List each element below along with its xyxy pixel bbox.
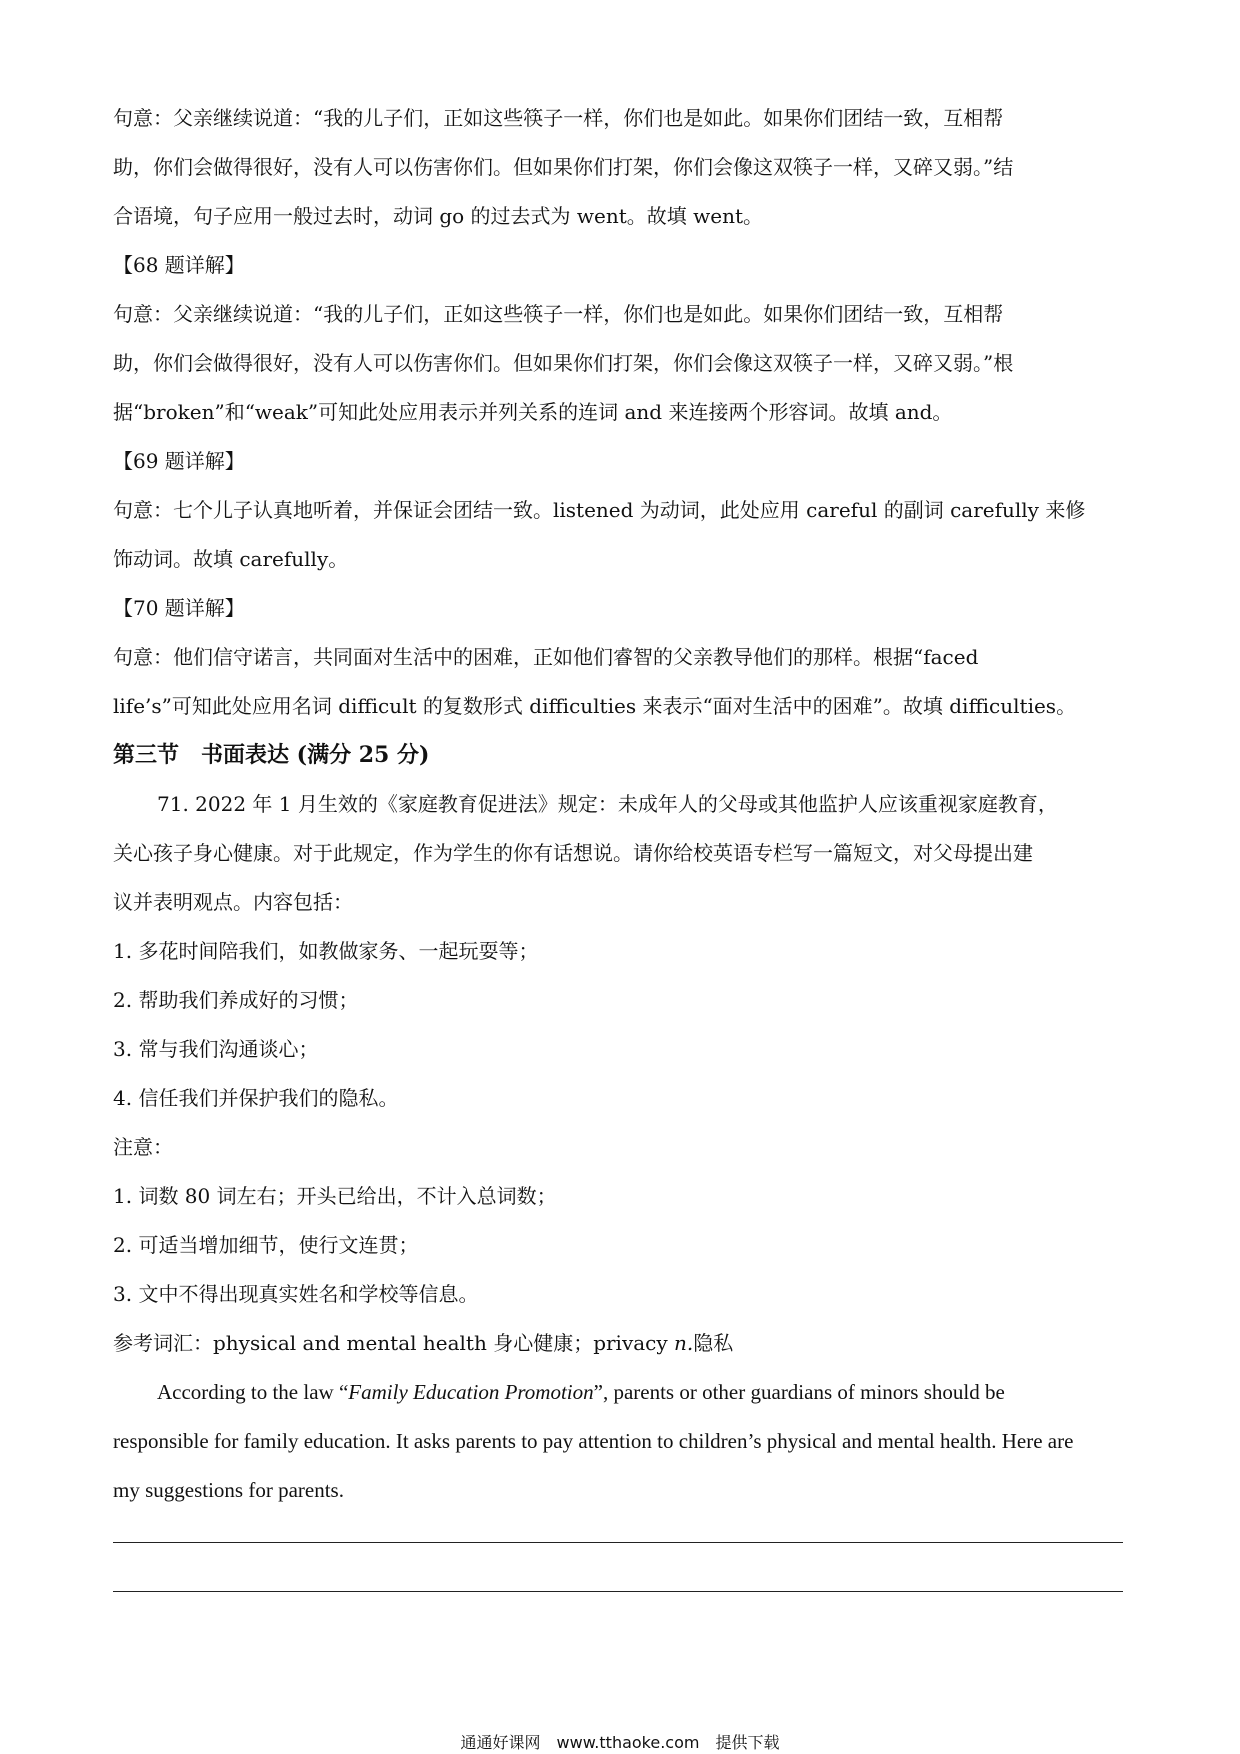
writing-rule-1 xyxy=(113,1542,1123,1543)
prompt-line-2: 关心孩子身心健康。对于此规定，作为学生的你有话想说。请你给校英语专栏写一篇短文，对父母提出建 xyxy=(113,841,1033,865)
content-item-3: 3. 常与我们沟通谈心； xyxy=(113,1037,319,1061)
q70-line-2: life’s”可知此处应用名词 difficult 的复数形式 difficulties 来表示“面对生活中的困难”。故填 difficulties。 xyxy=(113,694,1077,718)
content-item-2: 2. 帮助我们养成好的习惯； xyxy=(113,988,359,1012)
content-item-1: 1. 多花时间陪我们，如教做家务、一起玩耍等； xyxy=(113,939,539,963)
document-page xyxy=(113,94,1123,1515)
q68-line-3: 据“broken”和“weak”可知此处应用表示并列关系的连词 and 来连接两个形容词。故填 and。 xyxy=(113,400,953,424)
q67-line-2: 助，你们会做得很好，没有人可以伤害你们。但如果你们打架，你们会像这双筷子一样，又碎又弱。”结 xyxy=(113,155,1014,179)
q70-heading: 【70 题详解】 xyxy=(113,596,245,620)
q67-line-3: 合语境，句子应用一般过去时，动词 go 的过去式为 went。故填 went。 xyxy=(113,204,764,228)
content-item-4: 4. 信任我们并保护我们的隐私。 xyxy=(113,1086,399,1110)
section-title: 第三节 书面表达 (满分 25 分) xyxy=(113,742,430,768)
essay-line-2: responsible for family education. It asks parents to pay attention to children’s physical and mental health. Here are xyxy=(113,1429,1074,1453)
writing-rule-2 xyxy=(113,1591,1123,1592)
note-3: 3. 文中不得出现真实姓名和学校等信息。 xyxy=(113,1282,479,1306)
q70-line-1: 句意：他们信守诺言，共同面对生活中的困难，正如他们睿智的父亲教导他们的那样。根据“faced xyxy=(113,645,979,669)
essay-line-3: my suggestions for parents. xyxy=(113,1478,344,1502)
prompt-line-3: 议并表明观点。内容包括： xyxy=(113,890,353,914)
q68-heading: 【68 题详解】 xyxy=(113,253,245,277)
q68-line-1: 句意：父亲继续说道：“我的儿子们，正如这些筷子一样，你们也是如此。如果你们团结一致，互相帮 xyxy=(113,302,1004,326)
q69-line-1: 句意：七个儿子认真地听着，并保证会团结一致。listened 为动词，此处应用 careful 的副词 carefully 来修 xyxy=(113,498,1086,522)
note-1: 1. 词数 80 词左右；开头已给出，不计入总词数； xyxy=(113,1184,557,1208)
prompt-line-1: 71. 2022 年 1 月生效的《家庭教育促进法》规定：未成年人的父母或其他监护人应该重视家庭教育， xyxy=(157,792,1058,816)
essay-post: ”, parents or other guardians of minors should be xyxy=(593,1380,1005,1404)
q69-line-2: 饰动词。故填 carefully。 xyxy=(113,547,349,571)
q68-line-2: 助，你们会做得很好，没有人可以伤害你们。但如果你们打架，你们会像这双筷子一样，又碎又弱。”根 xyxy=(113,351,1014,375)
q67-line-1: 句意：父亲继续说道：“我的儿子们，正如这些筷子一样，你们也是如此。如果你们团结一致，互相帮 xyxy=(113,106,1004,130)
vocab-suffix: 隐私 xyxy=(693,1331,734,1355)
q69-heading: 【69 题详解】 xyxy=(113,449,245,473)
vocab-line xyxy=(113,1319,1123,1368)
note-2: 2. 可适当增加细节，使行文连贯； xyxy=(113,1233,419,1257)
vocab-pos: n. xyxy=(674,1331,694,1355)
note-label: 注意： xyxy=(113,1135,173,1159)
page-footer: 通通好课网 www.tthaoke.com 提供下载 xyxy=(460,1733,780,1752)
essay-line-1 xyxy=(113,1368,1123,1417)
essay-pre: According to the law “ xyxy=(157,1380,349,1404)
essay-law-title: Family Education Promotion xyxy=(348,1380,594,1404)
vocab-prefix: 参考词汇：physical and mental health 身心健康；privacy xyxy=(113,1331,675,1355)
